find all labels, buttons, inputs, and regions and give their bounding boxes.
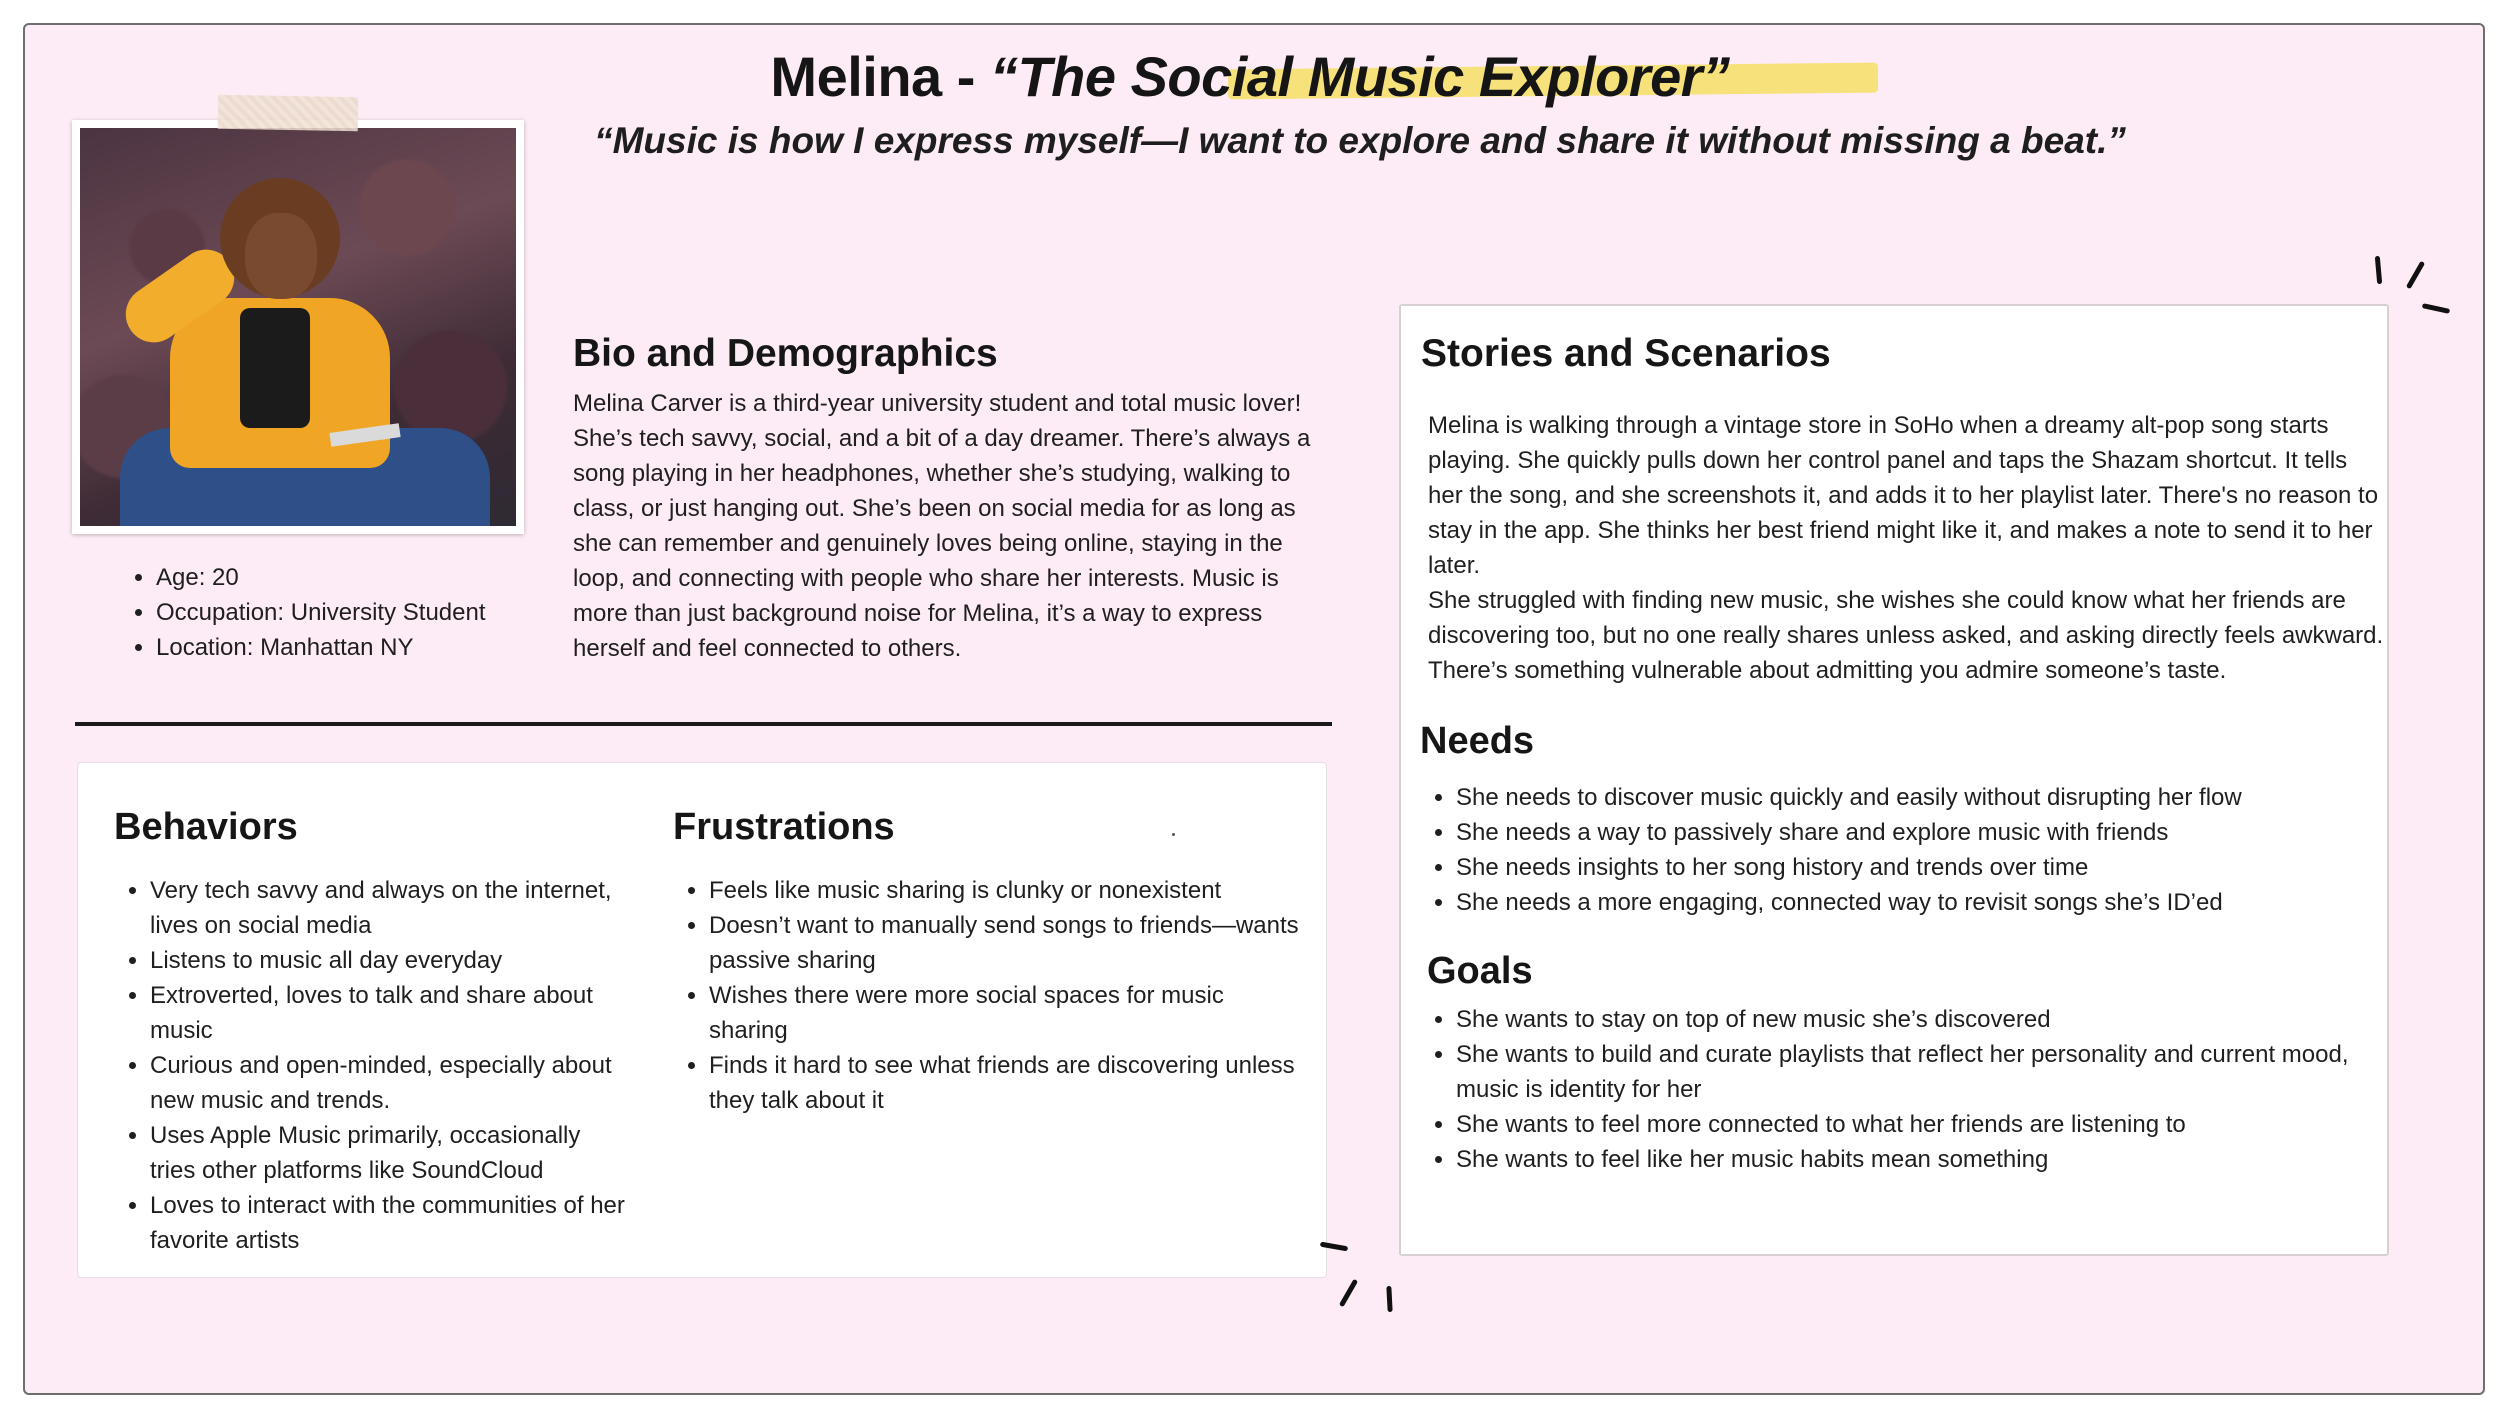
persona-nickname: “The Social Music Explorer” xyxy=(989,45,1730,108)
list-item: • She wants to feel more connected to what her friends are listening to xyxy=(1456,1107,2416,1142)
list-item: • She needs to discover music quickly and easily without disrupting her flow xyxy=(1456,780,2416,815)
fact-location: • Location: Manhattan NY xyxy=(156,630,486,665)
photo-image xyxy=(80,128,516,526)
goals-heading: Goals xyxy=(1427,950,1533,992)
fact-occupation: • Occupation: University Student xyxy=(156,595,486,630)
list-item: • Extroverted, loves to talk and share about music xyxy=(150,978,630,1048)
persona-name: Melina - xyxy=(770,45,990,108)
list-item: • She wants to feel like her music habits mean something xyxy=(1456,1142,2416,1177)
bio-heading: Bio and Demographics xyxy=(573,332,998,375)
bio-paragraph: Melina Carver is a third-year university student and total music lover! She’s tech savvy, social, and a bit of a day dreamer. There’s always a song playing in her headphones, whether she’s studying, walking to class, or just hanging out. She’s been on social media for as long as she can remember and genuinely loves being online, staying in the loop, and connecting with people who share her interests. Music is more than just background noise for Melina, it’s a way to express herself and feel connected to others. xyxy=(573,390,1311,662)
list-item: • Wishes there were more social spaces for music sharing xyxy=(709,978,1309,1048)
list-item: • She wants to build and curate playlists that reflect her personality and current mood, music is identity for her xyxy=(1456,1037,2416,1107)
list-item: • She wants to stay on top of new music she’s discovered xyxy=(1456,1002,2416,1037)
list-item: • Doesn’t want to manually send songs to friends—wants passive sharing xyxy=(709,908,1309,978)
story-paragraph: She struggled with finding new music, she wishes she could know what her friends are discovering too, but no one really shares unless asked, and asking directly feels awkward. There’s something vulnerable about admitting you admire someone’s taste. xyxy=(1428,587,2384,684)
list-item: • Uses Apple Music primarily, occasionally tries other platforms like SoundCloud xyxy=(150,1118,630,1188)
persona-photo xyxy=(72,120,524,534)
frustrations-list xyxy=(673,873,1309,1118)
section-divider xyxy=(75,722,1332,726)
list-item: • Loves to interact with the communities of her favorite artists xyxy=(150,1188,630,1258)
list-item: • Finds it hard to see what friends are discovering unless they talk about it xyxy=(709,1048,1309,1118)
behaviors-list xyxy=(114,873,630,1258)
persona-quote: “Music is how I express myself—I want to explore and share it without missing a beat.” xyxy=(594,120,2126,161)
needs-list xyxy=(1420,780,2416,920)
needs-heading: Needs xyxy=(1420,720,1535,762)
list-item: • She needs a way to passively share and explore music with friends xyxy=(1456,815,2416,850)
story-paragraph: Melina is walking through a vintage store in SoHo when a dreamy alt-pop song starts playing. She quickly pulls down her control panel and taps the Shazam shortcut. It tells her the song, and she screenshots it, and adds it to her playlist later. There's no reason to stay in the app. She thinks her best friend might like it, and makes a note to send it to her later. xyxy=(1428,412,2379,579)
stray-dot xyxy=(1172,833,1175,836)
list-item: • She needs insights to her song history and trends over time xyxy=(1456,850,2416,885)
stories-text xyxy=(1428,408,2388,688)
list-item: • Feels like music sharing is clunky or nonexistent xyxy=(709,873,1309,908)
stories-heading: Stories and Scenarios xyxy=(1421,332,1831,375)
list-item: • Curious and open-minded, especially about new music and trends. xyxy=(150,1048,630,1118)
list-item: • She needs a more engaging, connected way to revisit songs she’s ID’ed xyxy=(1456,885,2416,920)
fact-age: • Age: 20 xyxy=(156,560,486,595)
list-item: • Listens to music all day everyday xyxy=(150,943,630,978)
list-item: • Very tech savvy and always on the internet, lives on social media xyxy=(150,873,630,943)
demographic-facts xyxy=(130,560,486,665)
goals-list xyxy=(1420,1002,2416,1177)
frustrations-heading: Frustrations xyxy=(673,806,895,848)
tape-decoration xyxy=(218,95,359,131)
behaviors-heading: Behaviors xyxy=(114,806,298,848)
page-title xyxy=(0,44,2500,109)
